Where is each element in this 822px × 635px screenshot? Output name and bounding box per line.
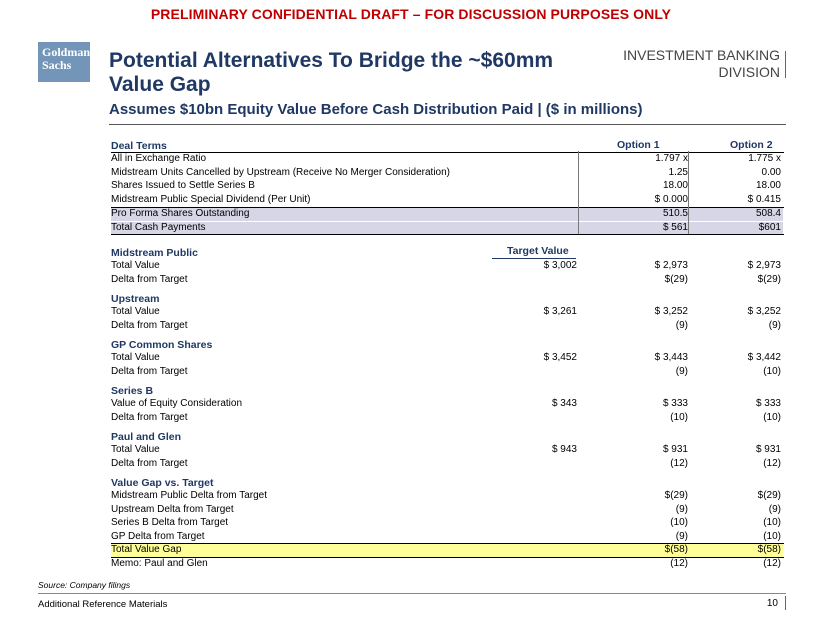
section-header: Paul and Glen xyxy=(111,431,182,443)
footer-rule xyxy=(38,593,786,594)
pro-forma-rule xyxy=(111,207,784,208)
value-gap-row xyxy=(111,531,783,544)
value-gap-row xyxy=(111,558,783,571)
target-value-header: Target Value xyxy=(507,245,569,257)
confidential-banner: PRELIMINARY CONFIDENTIAL DRAFT – FOR DISCUSSION PURPOSES ONLY xyxy=(150,6,672,22)
logo-line-1: Goldman xyxy=(42,45,91,59)
deal-term-option2: 0.00 xyxy=(761,167,781,178)
section-header-row xyxy=(111,431,783,443)
valuation-label: Delta from Target xyxy=(111,366,188,377)
column-divider-1 xyxy=(578,151,579,234)
total-value-gap-row xyxy=(111,544,783,557)
deal-term-option2: $601 xyxy=(758,222,781,233)
valuation-row xyxy=(111,444,783,456)
option2-value: (12) xyxy=(763,458,781,469)
section-header-row xyxy=(111,339,783,351)
value-gap-label: GP Delta from Target xyxy=(111,530,205,542)
value-gap-option2: (10) xyxy=(763,517,781,528)
deal-term-row xyxy=(111,167,783,180)
option2-value: $ 3,252 xyxy=(747,306,781,317)
option1-value: $ 2,973 xyxy=(654,260,688,271)
valuation-row xyxy=(111,366,783,378)
value-gap-option1: (9) xyxy=(675,503,688,515)
deal-terms-header-row xyxy=(111,140,783,152)
option1-value: (10) xyxy=(670,412,688,423)
option1-value: $ 333 xyxy=(662,398,688,409)
value-gap-option2: $(29) xyxy=(757,490,781,501)
deal-term-option1: 510.5 xyxy=(662,208,688,219)
valuation-label: Total Value xyxy=(111,306,160,317)
option1-header: Option 1 xyxy=(617,139,660,151)
section-header-row xyxy=(111,293,783,305)
footer-label: Additional Reference Materials xyxy=(38,599,168,610)
deal-term-label: Shares Issued to Settle Series B xyxy=(111,180,255,191)
value-gap-header-row xyxy=(111,477,783,489)
page-number: 10 xyxy=(766,598,778,609)
option1-value: $ 3,443 xyxy=(654,352,688,363)
value-gap-option2: (12) xyxy=(763,557,781,569)
value-gap-label: Total Value Gap xyxy=(111,544,182,555)
value-gap-label: Memo: Paul and Glen xyxy=(111,557,208,569)
target-value: $ 343 xyxy=(551,398,577,409)
deal-term-row xyxy=(111,153,783,166)
division-divider xyxy=(785,51,786,78)
option2-value: $(29) xyxy=(757,274,781,285)
value-gap-option1: $(58) xyxy=(664,544,688,555)
division-line-2: DIVISION xyxy=(718,64,780,80)
value-gap-row xyxy=(111,504,783,517)
valuation-label: Value of Equity Consideration xyxy=(111,398,243,409)
section-header-row xyxy=(111,247,783,259)
value-gap-option1: (9) xyxy=(675,530,688,542)
deal-term-row xyxy=(111,208,783,221)
option2-value: (10) xyxy=(763,366,781,377)
value-gap-header: Value Gap vs. Target xyxy=(111,477,214,489)
valuation-label: Total Value xyxy=(111,444,160,455)
option1-value: $ 931 xyxy=(662,444,688,455)
option1-value: (12) xyxy=(670,458,688,469)
option1-value: $ 3,252 xyxy=(654,306,688,317)
target-value: $ 3,002 xyxy=(543,260,577,271)
option2-value: $ 931 xyxy=(755,444,781,455)
deal-term-option1: 18.00 xyxy=(662,180,688,191)
valuation-row xyxy=(111,352,783,364)
target-value: $ 943 xyxy=(551,444,577,455)
target-value: $ 3,452 xyxy=(543,352,577,363)
deal-term-option1: $ 0.000 xyxy=(654,194,688,205)
value-gap-label: Midstream Public Delta from Target xyxy=(111,490,267,501)
valuation-row xyxy=(111,398,783,410)
value-gap-row xyxy=(111,490,783,503)
valuation-label: Delta from Target xyxy=(111,320,188,331)
title-line-2: Value Gap xyxy=(109,73,211,96)
value-gap-label: Series B Delta from Target xyxy=(111,517,229,528)
option2-header: Option 2 xyxy=(730,139,773,151)
deal-terms-header: Deal Terms xyxy=(111,140,167,152)
option2-value: $ 2,973 xyxy=(747,260,781,271)
value-gap-option1: $(29) xyxy=(664,490,688,501)
deal-term-option2: $ 0.415 xyxy=(747,194,781,205)
valuation-label: Delta from Target xyxy=(111,274,188,285)
valuation-label: Total Value xyxy=(111,352,160,363)
value-gap-option1: (10) xyxy=(670,517,688,528)
deal-term-option1: $ 561 xyxy=(662,222,688,233)
target-value: $ 3,261 xyxy=(543,306,577,317)
source-note: Source: Company filings xyxy=(38,580,131,590)
deal-term-option2: 508.4 xyxy=(755,208,781,219)
value-gap-row xyxy=(111,517,783,530)
valuation-row xyxy=(111,320,783,332)
option1-value: $(29) xyxy=(664,274,688,285)
deal-terms-bottom-rule xyxy=(111,234,784,235)
deal-term-row xyxy=(111,194,783,207)
division-label xyxy=(623,47,780,81)
page-number-divider xyxy=(785,596,786,610)
division-line-1: INVESTMENT BANKING xyxy=(623,47,780,63)
value-gap-option2: (9) xyxy=(768,503,781,515)
option2-value: $ 3,442 xyxy=(747,352,781,363)
total-gap-top-rule xyxy=(111,543,784,544)
page-title xyxy=(109,49,609,97)
valuation-label: Delta from Target xyxy=(111,412,188,423)
deal-term-label: Midstream Units Cancelled by Upstream (Receive No Merger Consideration) xyxy=(111,167,451,178)
deal-term-label: All in Exchange Ratio xyxy=(111,153,207,164)
deal-term-option1: 1.797 x xyxy=(655,153,688,164)
deal-term-label: Total Cash Payments xyxy=(111,222,206,233)
value-gap-option2: (10) xyxy=(763,530,781,542)
valuation-row xyxy=(111,260,783,272)
value-gap-option1: (12) xyxy=(670,557,688,569)
section-header: Upstream xyxy=(111,293,160,305)
value-gap-label: Upstream Delta from Target xyxy=(111,503,234,515)
option2-value: (9) xyxy=(768,320,781,331)
option1-value: (9) xyxy=(675,320,688,331)
deal-term-label: Pro Forma Shares Outstanding xyxy=(111,208,250,219)
option1-value: (9) xyxy=(675,366,688,377)
deal-term-option1: 1.25 xyxy=(668,167,688,178)
valuation-row xyxy=(111,274,783,286)
logo-line-2: Sachs xyxy=(42,58,72,72)
deal-term-label: Midstream Public Special Dividend (Per Unit) xyxy=(111,194,311,205)
valuation-label: Total Value xyxy=(111,260,160,271)
section-header-row xyxy=(111,385,783,397)
total-gap-bottom-rule xyxy=(111,557,784,558)
goldman-sachs-logo xyxy=(38,42,90,82)
valuation-row xyxy=(111,458,783,470)
title-line-1: Potential Alternatives To Bridge the ~$60mm xyxy=(109,49,554,72)
valuation-label: Delta from Target xyxy=(111,458,188,469)
subtitle-rule xyxy=(109,124,786,125)
column-divider-2 xyxy=(688,151,689,234)
section-header: Series B xyxy=(111,385,154,397)
section-header: Midstream Public xyxy=(111,247,198,259)
section-header: GP Common Shares xyxy=(111,339,213,351)
option2-value: $ 333 xyxy=(755,398,781,409)
deal-term-option2: 1.775 x xyxy=(748,153,781,164)
deal-term-option2: 18.00 xyxy=(755,180,781,191)
valuation-row xyxy=(111,412,783,424)
option2-value: (10) xyxy=(763,412,781,423)
valuation-row xyxy=(111,306,783,318)
value-gap-option2: $(58) xyxy=(757,544,781,555)
page-subtitle: Assumes $10bn Equity Value Before Cash Distribution Paid | ($ in millions) xyxy=(109,101,643,118)
deal-term-row xyxy=(111,180,783,193)
